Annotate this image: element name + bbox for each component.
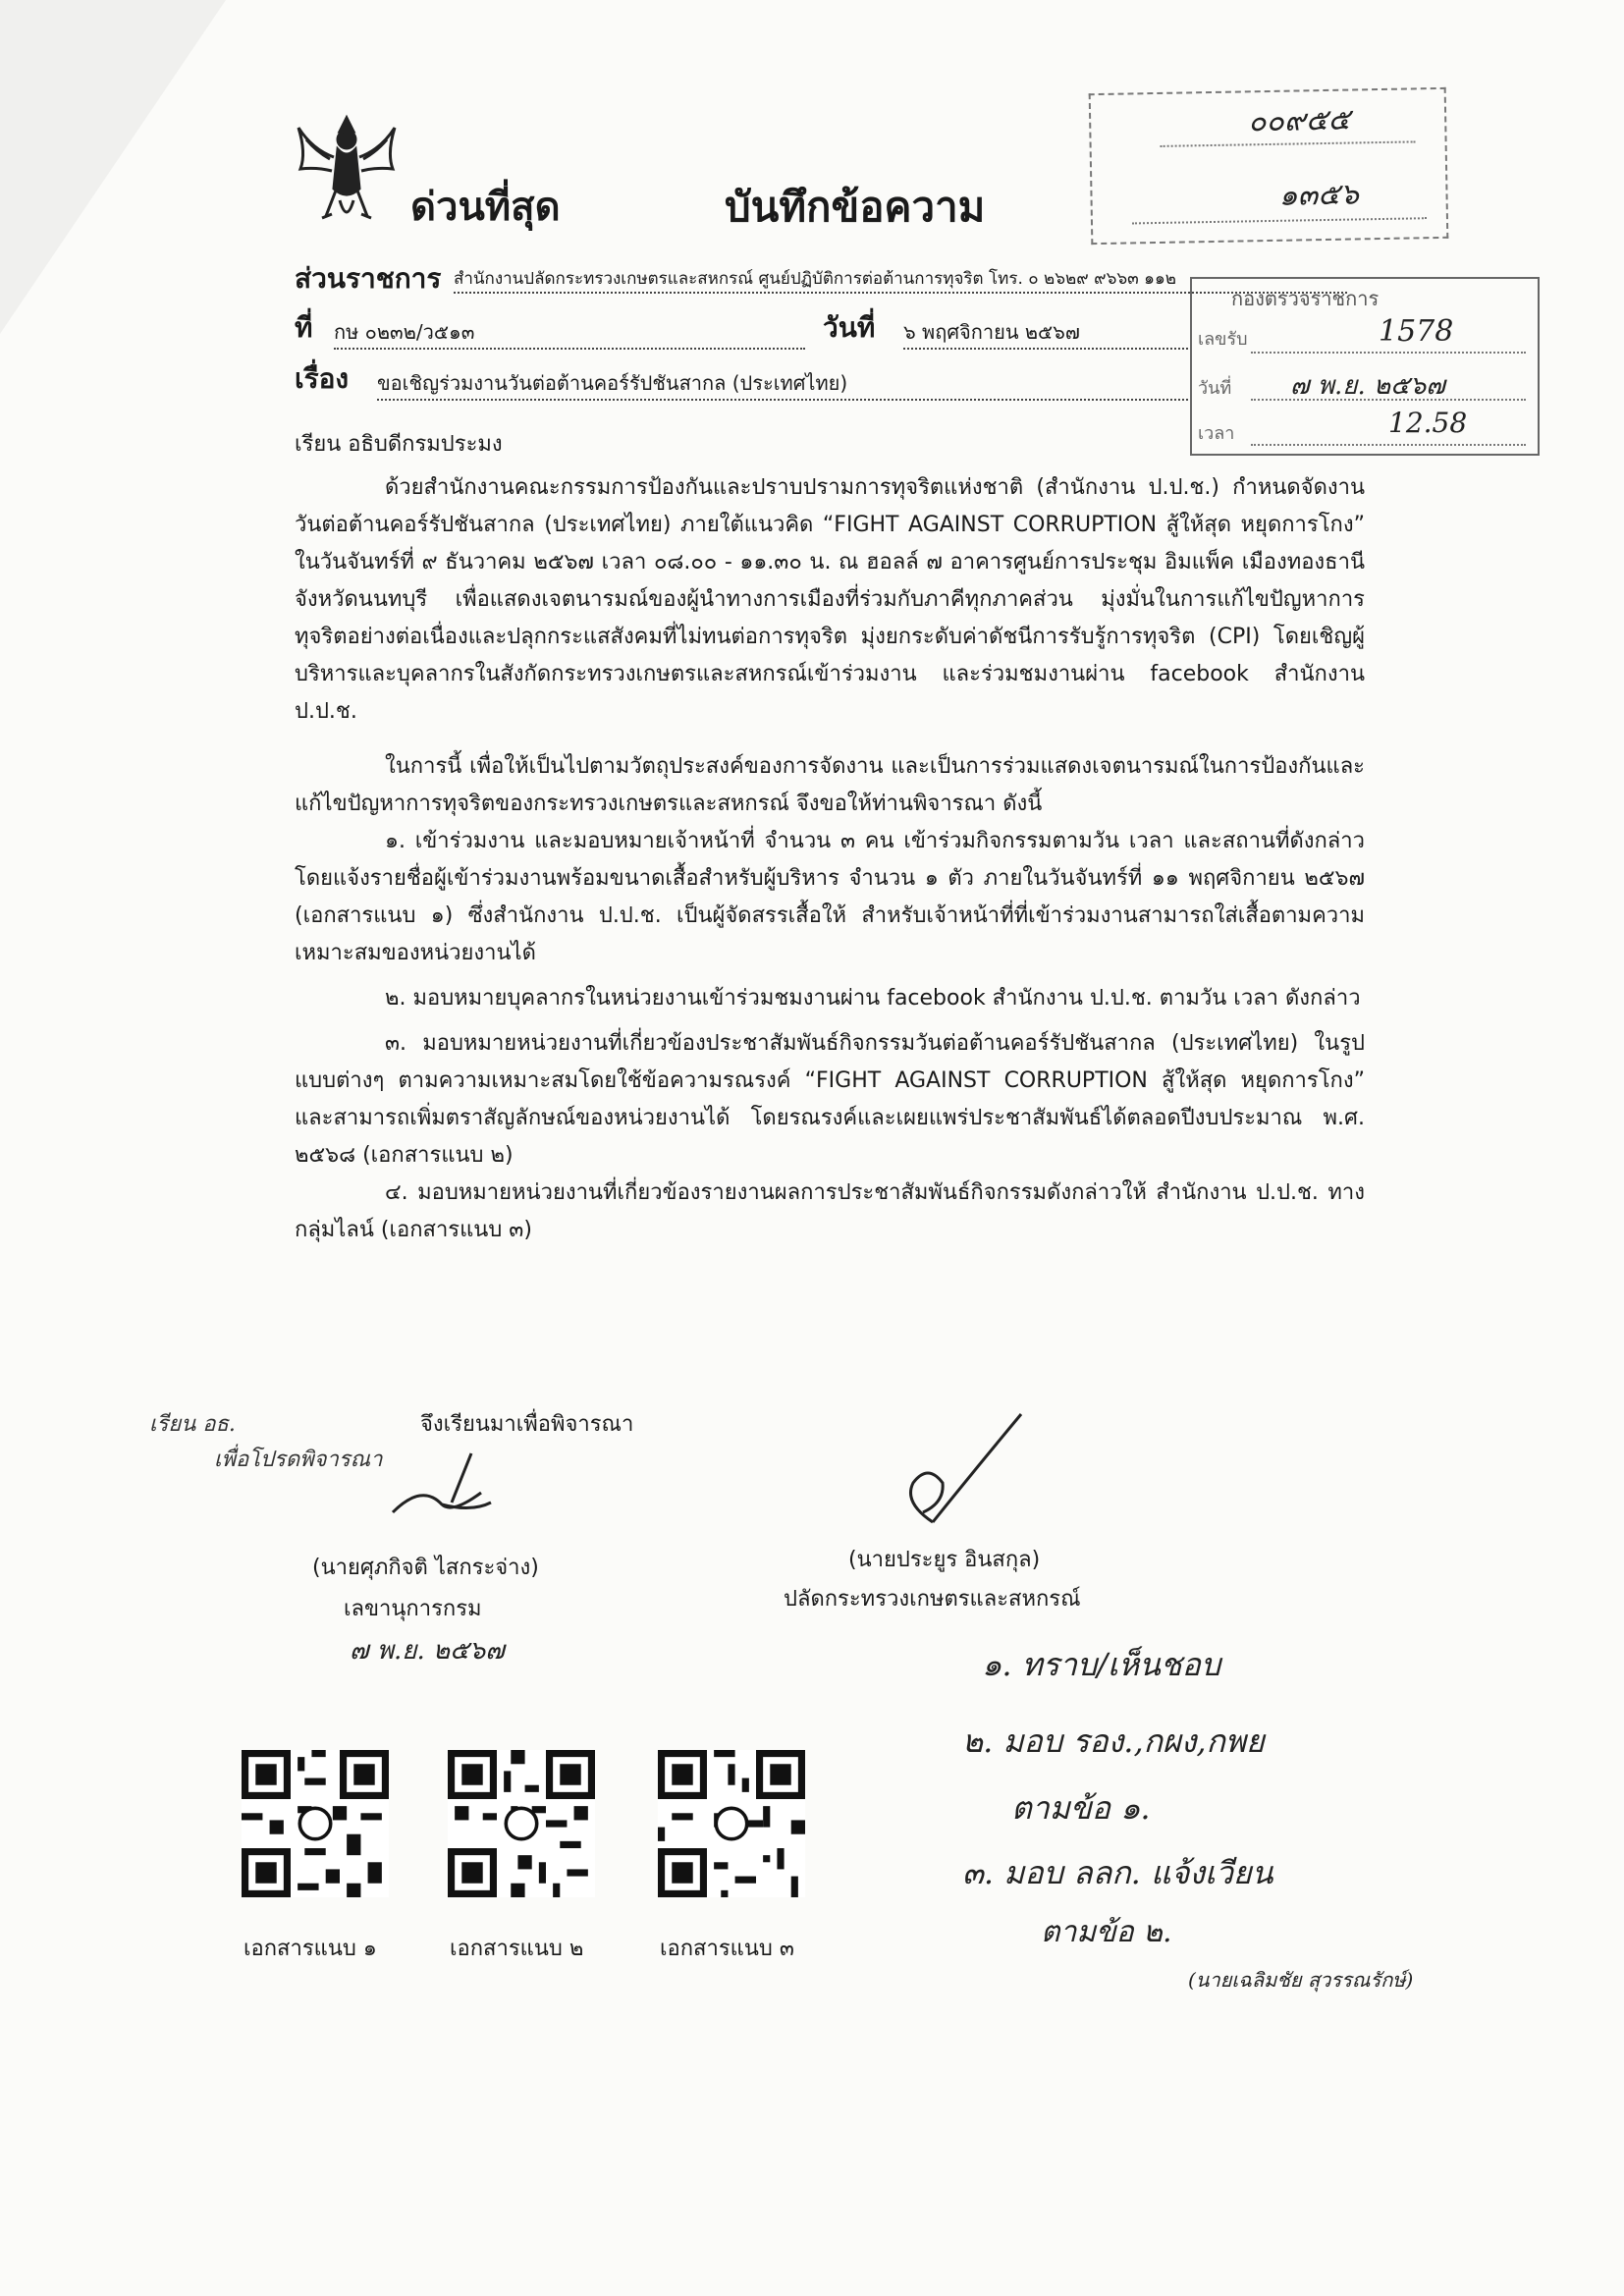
signer-signature-icon <box>884 1404 1051 1532</box>
receipt-number: ๐๐๙๕๕ <box>1247 102 1351 139</box>
registry-no-label: เลขรับ <box>1198 329 1248 350</box>
left-note-date: ๗ พ.ย. ๒๕๖๗ <box>350 1636 505 1666</box>
registry-stamp <box>1190 277 1540 456</box>
registry-date: ๗ พ.ย. ๒๕๖๗ <box>1290 371 1445 401</box>
ref-value: กษ ๐๒๓๒/ว๕๑๓ <box>334 316 805 350</box>
item-4: ๔. มอบหมายหน่วยงานที่เกี่ยวข้องรายงานผลการประชาสัมพันธ์กิจกรรมดังกล่าวให้ สำนักงาน ป.ป.ช. ทางกลุ่มไลน์ (เอกสารแนบ ๓) <box>295 1180 1365 1242</box>
qr-code-1[interactable] <box>242 1750 389 1897</box>
left-note-line-1: เรียน อธ. <box>149 1412 236 1437</box>
garuda-emblem-icon <box>293 110 401 228</box>
registry-title: กองตรวจราชการ <box>1231 287 1380 310</box>
handwritten-line-2: ๒. มอบ รอง.,กผง,กพย <box>962 1722 1265 1760</box>
handwritten-line-6: (นายเฉลิมชัย สุวรรณรักษ์) <box>1188 1968 1414 1992</box>
left-note-line-2: เพื่อโปรดพิจารณา <box>214 1448 383 1472</box>
urgency-label: ด่วนที่สุด <box>410 185 561 230</box>
handwritten-line-1: ๑. ทราบ/เห็นชอบ <box>982 1646 1221 1683</box>
receipt-number-2: ๑๓๕๖ <box>1278 177 1360 213</box>
paragraph-1: ด้วยสำนักงานคณะกรรมการป้องกันและปราบปรามการทุจริตแห่งชาติ (สำนักงาน ป.ป.ช.) กำหนดจัดงานวันต่อต้านคอร์รัปชันสากล (ประเทศไทย) ภายใต้แนวคิด “FIGHT AGAINST CORRUPTION สู้ให้สุด หยุดการโกง” ในวันจันทร์ที่ ๙ ธันวาคม ๒๕๖๗ เวลา ๐๘.๐๐ - ๑๑.๓๐ น. ณ ฮอลล์ ๗ อาคารศูนย์การประชุม อิมแพ็ค เมืองทองธานี จังหวัดนนทบุรี เพื่อแสดงเจตนารมณ์ของผู้นำทางการเมืองที่ร่วมกับภาคีทุกภาคส่วน มุ่งมั่นในการแก้ไขปัญหาการทุจริตอย่างต่อเนื่องและปลุกกระแสสังคมที่ไม่ทนต่อการทุจริต มุ่งยกระดับค่าดัชนีการรับรู้การทุจริต (CPI) โดยเชิญผู้บริหารและบุคลากรในสังกัดกระทรวงเกษตรและสหกรณ์เข้าร่วมงาน และร่วมชมงานผ่าน facebook สำนักงาน ป.ป.ช. <box>295 475 1365 724</box>
registry-date-line <box>1251 399 1526 401</box>
registry-date-label: วันที่ <box>1198 378 1232 399</box>
registry-time-label: เวลา <box>1198 423 1235 444</box>
handwritten-line-5: ตามข้อ ๒. <box>1041 1915 1172 1949</box>
left-note-position: เลขานุการกรม <box>344 1597 482 1621</box>
qr-code-icon <box>242 1750 389 1897</box>
attachment-label-3: เอกสารแนบ ๓ <box>660 1937 794 1961</box>
signer-name: (นายประยูร อินสกุล) <box>848 1548 1041 1572</box>
subject-value: ขอเชิญร่วมงานวันต่อต้านคอร์รัปชันสากล (ประเทศไทย) <box>377 367 1188 401</box>
paragraph-2: ในการนี้ เพื่อให้เป็นไปตามวัตถุประสงค์ของการจัดงาน และเป็นการร่วมแสดงเจตนารมณ์ในการป้องกันและแก้ไขปัญหาการทุจริตของกระทรวงเกษตรและสหกรณ์ จึงขอให้ท่านพิจารณา ดังนี้ <box>295 754 1365 816</box>
signer-position: ปลัดกระทรวงเกษตรและสหกรณ์ <box>784 1587 1081 1612</box>
registry-no-line <box>1251 352 1526 354</box>
salutation: เรียน อธิบดีกรมประมง <box>295 432 503 457</box>
qr-code-2[interactable] <box>448 1750 595 1897</box>
registry-time: 12.58 <box>1388 407 1468 439</box>
ref-label: ที่ <box>295 311 313 344</box>
item-3: ๓. มอบหมายหน่วยงานที่เกี่ยวข้องประชาสัมพันธ์กิจกรรมวันต่อต้านคอร์รัปชันสากล (ประเทศไทย) ในรูปแบบต่างๆ ตามความเหมาะสมโดยใช้ข้อความรณรงค์ “FIGHT AGAINST CORRUPTION สู้ให้สุด หยุดการโกง” และสามารถเพิ่มตราสัญลักษณ์ของหน่วยงานได้ โดยรณรงค์และเผยแพร่ประชาสัมพันธ์ได้ตลอดปีงบประมาณ พ.ศ. ๒๕๖๘ (เอกสารแนบ ๒) <box>295 1031 1365 1168</box>
document-type-title: บันทึกข้อความ <box>725 183 986 231</box>
agency-value: สำนักงานปลัดกระทรวงเกษตรและสหกรณ์ ศูนย์ปฏิบัติการต่อต้านการทุจริต โทร. ๐ ๒๖๒๙ ๙๖๖๓ ๑๑๒ <box>454 265 1347 294</box>
item-2: ๒. มอบหมายบุคลากรในหน่วยงานเข้าร่วมชมงานผ่าน facebook สำนักงาน ป.ป.ช. ตามวัน เวลา ดังกล่าว <box>385 986 1361 1011</box>
qr-code-icon <box>658 1750 805 1897</box>
date-value: ๖ พฤศจิกายน ๒๕๖๗ <box>903 316 1188 350</box>
attachment-label-1: เอกสารแนบ ๑ <box>244 1937 377 1961</box>
qr-code-icon <box>448 1750 595 1897</box>
attachment-label-2: เอกสารแนบ ๒ <box>450 1937 584 1961</box>
date-label: วันที่ <box>823 311 876 344</box>
qr-code-3[interactable] <box>658 1750 805 1897</box>
registry-no: 1578 <box>1379 314 1454 349</box>
registry-time-line <box>1251 444 1526 446</box>
item-1: ๑. เข้าร่วมงาน และมอบหมายเจ้าหน้าที่ จำนวน ๓ คน เข้าร่วมกิจกรรมตามวัน เวลา และสถานที่ดังกล่าว โดยแจ้งรายชื่อผู้เข้าร่วมงานพร้อมขนาดเสื้อสำหรับผู้บริหาร จำนวน ๑ ตัว ภายในวันจันทร์ที่ ๑๑ พฤศจิกายน ๒๕๖๗ (เอกสารแนบ ๑) ซึ่งสำนักงาน ป.ป.ช. เป็นผู้จัดสรรเสื้อให้ สำหรับเจ้าหน้าที่ที่เข้าร่วมงานสามารถใส่เสื้อตามความเหมาะสมของหน่วยงานได้ <box>295 829 1365 965</box>
closing-line: จึงเรียนมาเพื่อพิจารณา <box>420 1412 634 1437</box>
folded-corner <box>0 0 226 334</box>
handwritten-line-4: ๓. มอบ ลลก. แจ้งเวียน <box>962 1854 1273 1891</box>
agency-label: ส่วนราชการ <box>295 262 442 295</box>
left-signature-icon <box>383 1444 501 1532</box>
left-note-name: (นายศุภกิจติ ไสกระจ่าง) <box>312 1556 539 1580</box>
receipt-stamp-top <box>1089 87 1449 245</box>
handwritten-line-3: ตามข้อ ๑. <box>1011 1789 1151 1827</box>
memo-body <box>295 469 1365 1249</box>
subject-label: เรื่อง <box>295 362 350 395</box>
